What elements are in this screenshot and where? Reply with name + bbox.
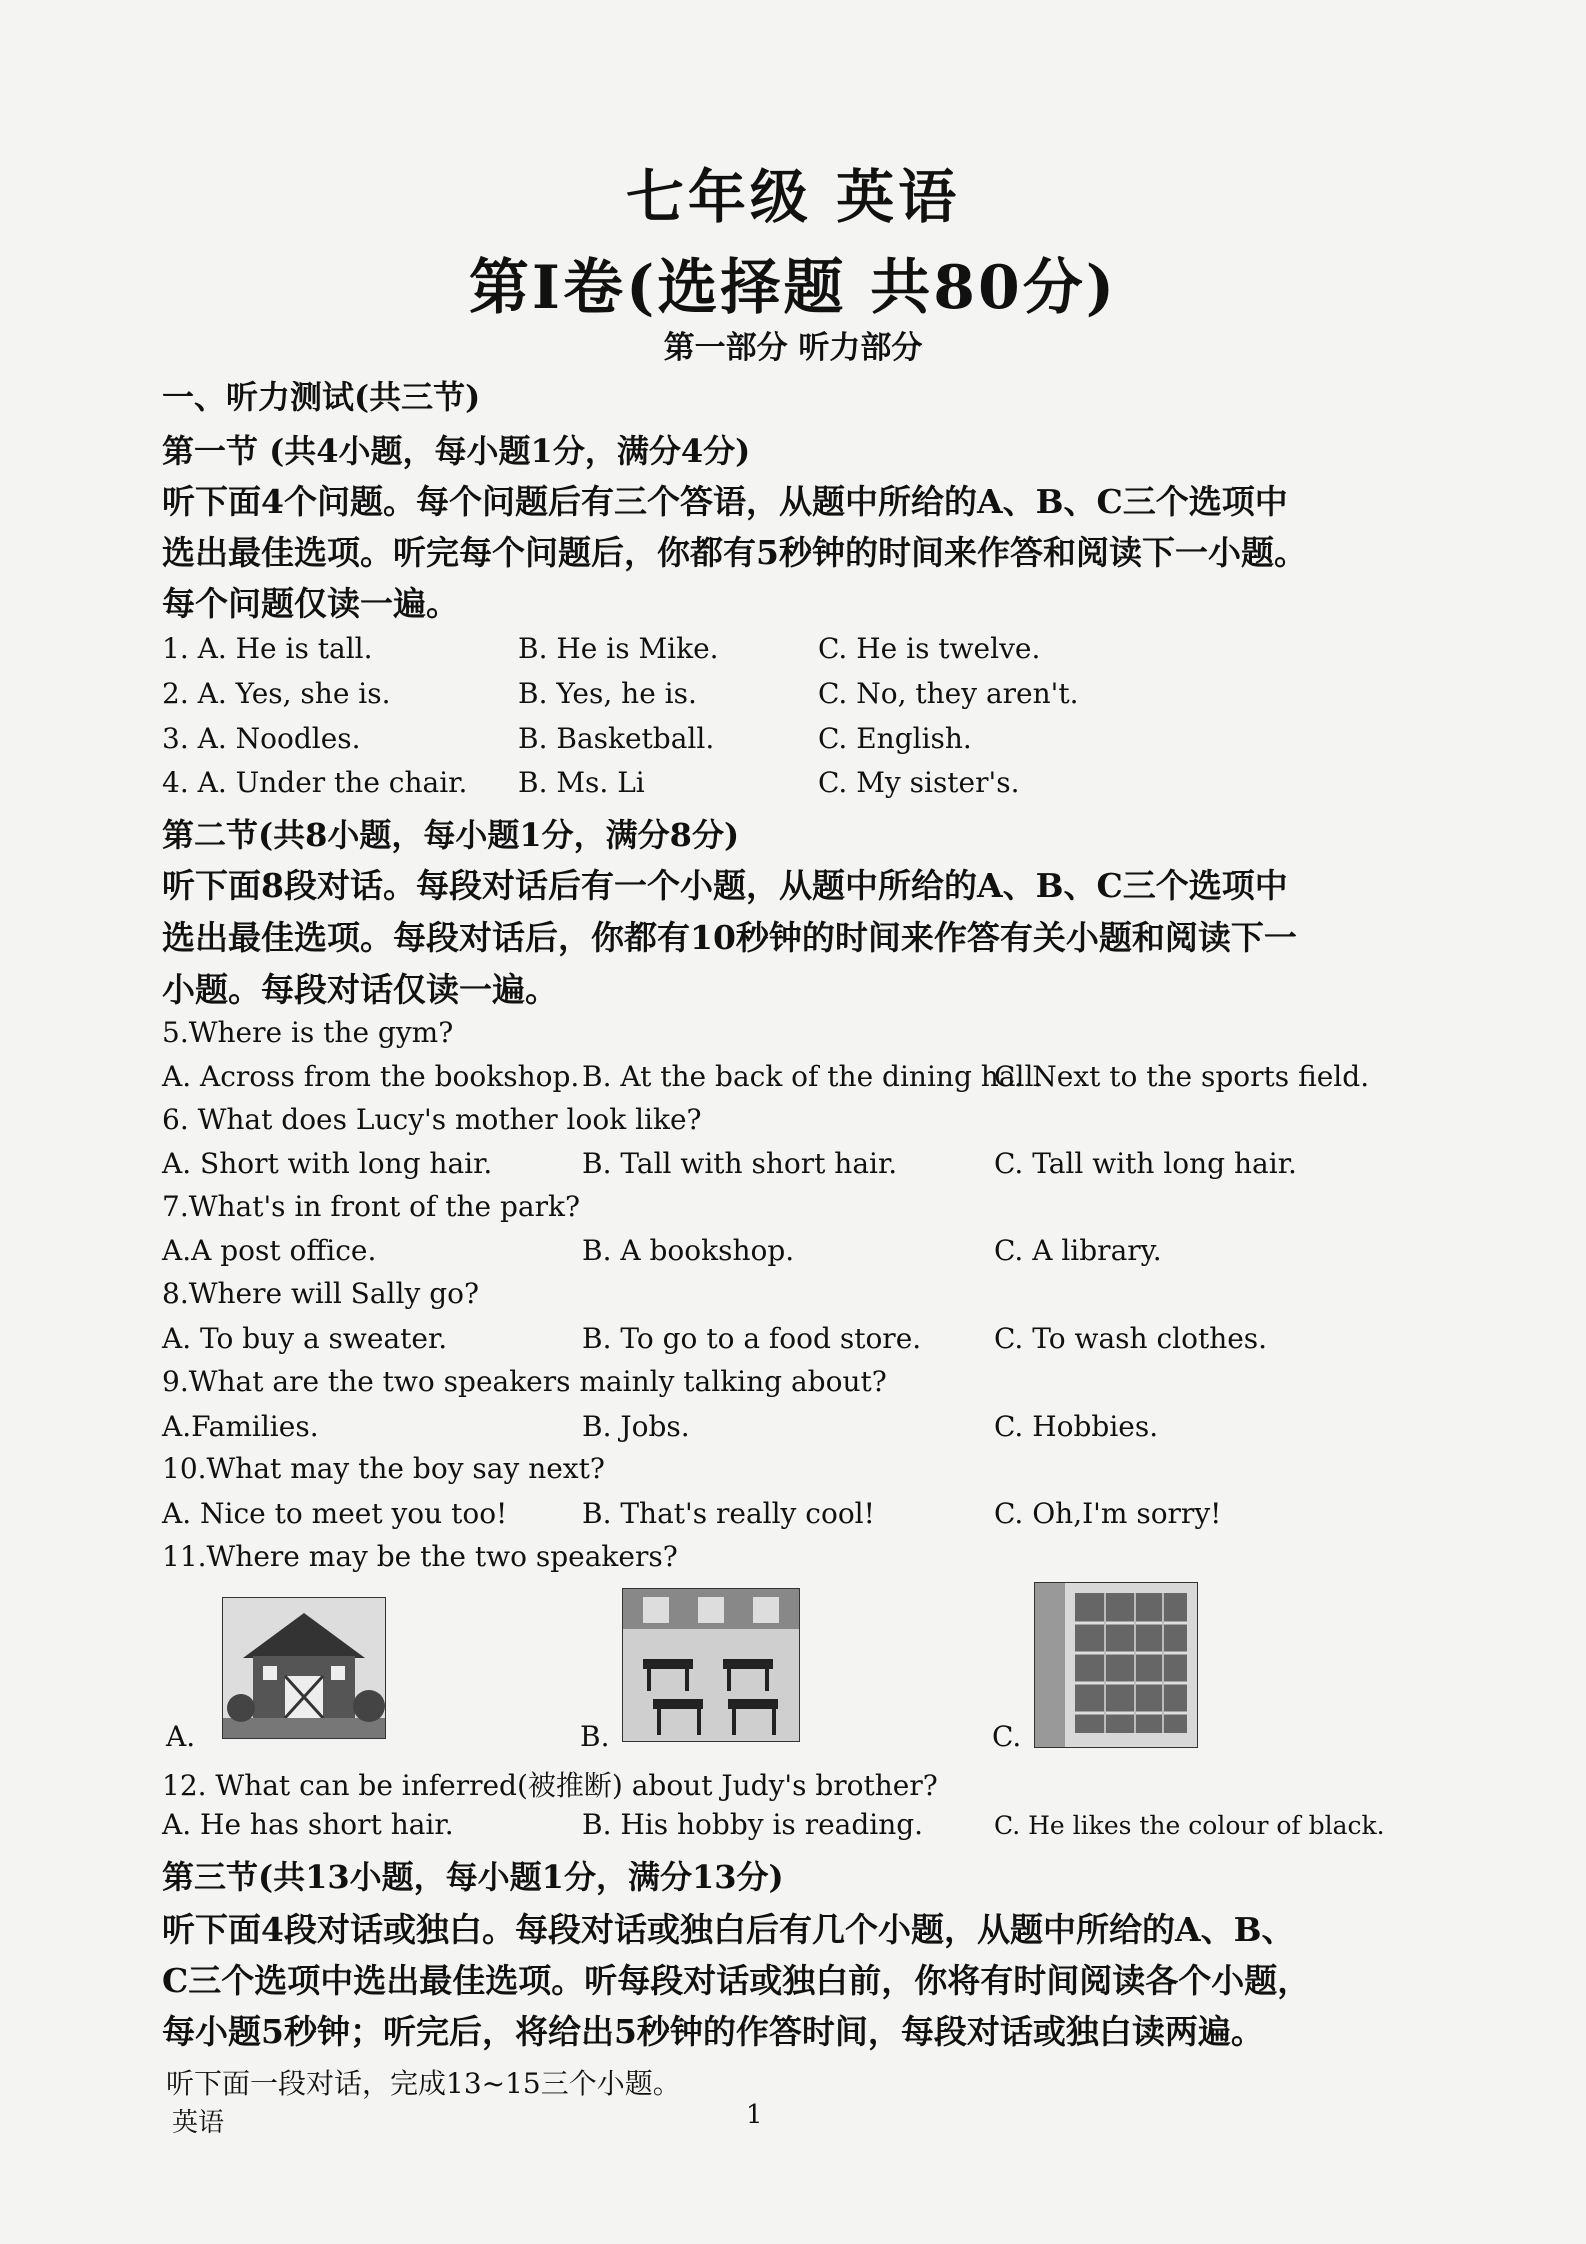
q7-option-c: C. A library. bbox=[994, 1234, 1162, 1267]
footer-page-number: 1 bbox=[746, 2100, 763, 2130]
q6-option-c: C. Tall with long hair. bbox=[994, 1147, 1297, 1180]
q11-option-a-label: A. bbox=[166, 1720, 196, 1753]
library-image bbox=[1034, 1582, 1198, 1748]
section-main-heading: 一、听力测试(共三节) bbox=[162, 378, 481, 416]
q11-option-b-label: B. bbox=[580, 1720, 610, 1753]
dining-hall-image bbox=[622, 1588, 800, 1742]
q10-option-c: C. Oh,I'm sorry! bbox=[994, 1497, 1222, 1530]
paper-subtitle: 第Ⅰ卷(选择题 共80分) bbox=[468, 253, 1118, 323]
q9-question: 9.What are the two speakers mainly talking about? bbox=[162, 1365, 887, 1398]
part-one-heading: 第一部分 听力部分 bbox=[663, 330, 923, 366]
q5-option-c: C. Next to the sports field. bbox=[994, 1060, 1370, 1093]
s1-header: 第一节 (共4小题，每小题1分，满分4分) bbox=[162, 432, 751, 470]
bookshelf-icon bbox=[1035, 1583, 1197, 1747]
barn-icon bbox=[223, 1598, 385, 1738]
s1-q2-option-b: B. Yes, he is. bbox=[518, 677, 697, 710]
s2-instruction-line: 小题。每段对话仅读一遍。 bbox=[162, 970, 558, 1009]
q5-question: 5.Where is the gym? bbox=[162, 1016, 454, 1049]
q12-option-c: C. He likes the colour of black. bbox=[994, 1811, 1385, 1840]
q5-option-b: B. At the back of the dining hall. bbox=[582, 1060, 1043, 1093]
s2-instruction-line: 选出最佳选项。每段对话后，你都有10秒钟的时间来作答有关小题和阅读下一 bbox=[162, 918, 1297, 957]
s1-q1-option-b: B. He is Mike. bbox=[518, 632, 719, 665]
s3-note: 听下面一段对话，完成13~15三个小题。 bbox=[166, 2067, 681, 2100]
q12-option-b: B. His hobby is reading. bbox=[582, 1808, 924, 1841]
s1-instruction-line: 选出最佳选项。听完每个问题后，你都有5秒钟的时间来作答和阅读下一小题。 bbox=[162, 533, 1307, 572]
s1-instruction-line: 每个问题仅读一遍。 bbox=[162, 584, 459, 623]
q7-option-a: A.A post office. bbox=[162, 1234, 377, 1267]
q11-option-c-label: C. bbox=[992, 1720, 1022, 1753]
q10-question: 10.What may the boy say next? bbox=[162, 1452, 605, 1485]
q8-question: 8.Where will Sally go? bbox=[162, 1277, 479, 1310]
s1-q4-option-a: 4. A. Under the chair. bbox=[162, 766, 468, 799]
s3-instruction-line: 每小题5秒钟；听完后，将给出5秒钟的作答时间，每段对话或独白读两遍。 bbox=[162, 2012, 1264, 2051]
s1-q3-option-a: 3. A. Noodles. bbox=[162, 722, 361, 755]
q6-option-b: B. Tall with short hair. bbox=[582, 1147, 898, 1180]
s3-instruction-line: 听下面4段对话或独白。每段对话或独白后有几个小题，从题中所给的A、B、 bbox=[162, 1910, 1295, 1949]
footer-subject: 英语 bbox=[172, 2108, 225, 2138]
s1-q4-option-c: C. My sister's. bbox=[818, 766, 1020, 799]
dining-tables-icon bbox=[623, 1589, 799, 1741]
s1-q1-option-a: 1. A. He is tall. bbox=[162, 632, 373, 665]
farm-barn-image bbox=[222, 1597, 386, 1739]
s1-q1-option-c: C. He is twelve. bbox=[818, 632, 1041, 665]
s2-header: 第二节(共8小题，每小题1分，满分8分) bbox=[162, 816, 740, 854]
s2-instruction-line: 听下面8段对话。每段对话后有一个小题，从题中所给的A、B、C三个选项中 bbox=[162, 866, 1288, 905]
q7-option-b: B. A bookshop. bbox=[582, 1234, 795, 1267]
q8-option-a: A. To buy a sweater. bbox=[162, 1322, 448, 1355]
q8-option-c: C. To wash clothes. bbox=[994, 1322, 1268, 1355]
s1-instruction-line: 听下面4个问题。每个问题后有三个答语，从题中所给的A、B、C三个选项中 bbox=[162, 482, 1288, 521]
q7-question: 7.What's in front of the park? bbox=[162, 1190, 580, 1223]
s1-q4-option-b: B. Ms. Li bbox=[518, 766, 645, 799]
q8-option-b: B. To go to a food store. bbox=[582, 1322, 922, 1355]
q10-option-b: B. That's really cool! bbox=[582, 1497, 875, 1530]
q9-option-c: C. Hobbies. bbox=[994, 1410, 1159, 1443]
exam-title: 七年级 英语 bbox=[625, 163, 961, 231]
q9-option-a: A.Families. bbox=[162, 1410, 319, 1443]
q6-question: 6. What does Lucy's mother look like? bbox=[162, 1103, 702, 1136]
q10-option-a: A. Nice to meet you too! bbox=[162, 1497, 508, 1530]
s1-q2-option-c: C. No, they aren't. bbox=[818, 677, 1079, 710]
s1-q2-option-a: 2. A. Yes, she is. bbox=[162, 677, 391, 710]
q11-question: 11.Where may be the two speakers? bbox=[162, 1540, 678, 1573]
s3-instruction-line: C三个选项中选出最佳选项。听每段对话或独白前，你将有时间阅读各个小题， bbox=[162, 1961, 1311, 2000]
s1-q3-option-b: B. Basketball. bbox=[518, 722, 715, 755]
q6-option-a: A. Short with long hair. bbox=[162, 1147, 493, 1180]
s3-header: 第三节(共13小题，每小题1分，满分13分) bbox=[162, 1858, 784, 1896]
q12-question: 12. What can be inferred(被推断) about Judy's brother? bbox=[162, 1769, 938, 1802]
q12-option-a: A. He has short hair. bbox=[162, 1808, 454, 1841]
q9-option-b: B. Jobs. bbox=[582, 1410, 690, 1443]
s1-q3-option-c: C. English. bbox=[818, 722, 972, 755]
q5-option-a: A. Across from the bookshop. bbox=[162, 1060, 580, 1093]
